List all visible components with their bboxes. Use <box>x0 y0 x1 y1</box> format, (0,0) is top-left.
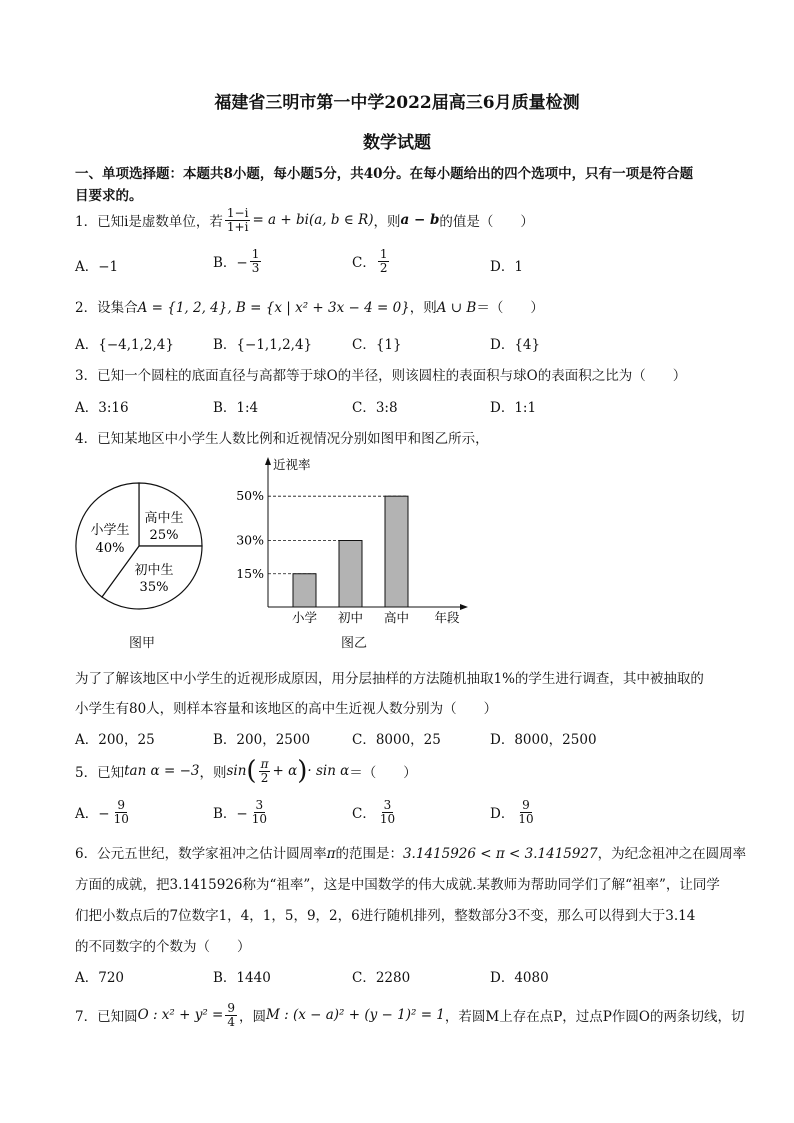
q5-optb-label: B．− <box>213 806 248 823</box>
exam-title: 福建省三明市第一中学2022届高三6月质量检测 <box>214 93 580 113</box>
q5-left-paren: ( <box>246 756 257 786</box>
question-6-line3: 们把小数点后的7位数字1，4，1，5，9，2，6进行随机排列，整数部分3不变，那么可以得到大于3.14 <box>75 908 696 924</box>
question-3-stem: 3．已知一个圆柱的底面直径与高都等于球O的半径，则该圆柱的表面积与球O的表面积之比为（ ） <box>75 368 687 384</box>
q2-sets: A = {1, 2, 4}, B = {x | x² + 3x − 4 = 0} <box>137 300 410 316</box>
q5-option-b <box>213 799 271 825</box>
q1-option-b <box>213 248 263 274</box>
ytick-15: 15% <box>236 565 264 581</box>
q6-option-c: C．2280 <box>352 970 411 986</box>
q6-range: 3.1415926 < π < 3.1415927 <box>402 846 598 862</box>
q5-optb-num: 3 <box>255 798 264 812</box>
q2-option-a: A．{−4,1,2,4} <box>75 337 174 353</box>
pie-value-high: 25% <box>149 528 179 543</box>
q1-optb-num: 1 <box>251 247 260 261</box>
q6-text-b: 的范围是： <box>335 846 403 862</box>
q5-optc-label: C． <box>352 806 376 823</box>
bar-bars <box>293 496 408 607</box>
q5-plus-alpha: + α <box>272 763 298 779</box>
q7-text-a: 7．已知圆 <box>75 1009 138 1026</box>
q5-optb-fraction <box>250 799 269 825</box>
q2-text-a: 2．设集合 <box>75 300 138 316</box>
q3-option-b: B．1:4 <box>213 400 259 416</box>
q5-text-g: ＝（ ） <box>349 765 417 781</box>
section-heading-line1: 一、单项选择题：本题共8小题，每小题5分，共40分。在每小题给出的四个选项中，只有一项是符合题 <box>75 166 694 182</box>
section-heading-line2: 目要求的。 <box>75 188 143 204</box>
q5-frac-den: 2 <box>260 770 269 785</box>
q5-fraction <box>259 758 271 784</box>
bar-小学 <box>293 574 316 607</box>
y-axis-arrow <box>265 457 271 465</box>
q3-option-a: A．3:16 <box>75 400 129 416</box>
bar-初中 <box>339 541 362 608</box>
q5-option-d <box>490 799 538 825</box>
q6-text-a: 6．公元五世纪，数学家祖冲之估计圆周率 <box>75 846 327 862</box>
question-4-text-1: 为了了解该地区中小学生的近视形成原因，用分层抽样的方法随机抽取1%的学生进行调查，其中被抽取的 <box>75 671 704 687</box>
q5-opta-den: 10 <box>113 811 129 826</box>
y-axis-label: 近视率 <box>273 457 311 472</box>
q5-tan: tan α = −3 <box>124 763 200 779</box>
bar-chart <box>225 452 470 627</box>
q4-option-b: B．200，2500 <box>213 732 311 748</box>
pie-chart <box>70 480 220 615</box>
question-4-text-2: 小学生有80人，则样本容量和该地区的高中生近视人数分别为（ ） <box>75 701 498 717</box>
q5-optd-num: 9 <box>522 798 530 812</box>
q2-union: A ∪ B <box>436 300 477 316</box>
q1-optc-den: 2 <box>379 260 388 275</box>
pie-value-primary: 40% <box>95 541 125 556</box>
q2-option-c: C．{1} <box>352 337 402 353</box>
q5-opta-fraction <box>112 799 131 825</box>
q2-option-b: B．{−1,1,2,4} <box>213 337 313 353</box>
q5-text-a: 5．已知 <box>75 765 125 781</box>
pie-label-middle: 初中生 <box>134 563 174 578</box>
q7-text-c: ，圆 <box>239 1009 266 1026</box>
q6-pi: π <box>326 846 336 862</box>
question-7-stem <box>75 1002 744 1028</box>
q6-option-d: D．4080 <box>490 970 549 986</box>
q7-circle-o: O : x² + y² = <box>137 1007 224 1024</box>
q5-optc-num: 3 <box>383 798 392 812</box>
q5-opta-num: 9 <box>117 798 126 812</box>
exam-subtitle: 数学试题 <box>363 133 431 153</box>
ytick-30: 30% <box>236 532 264 548</box>
q4-option-a: A．200，25 <box>75 732 155 748</box>
q2-text-e: ＝（ ） <box>476 300 544 316</box>
q2-text-c: ，则 <box>409 300 437 316</box>
q5-optc-den: 10 <box>379 811 396 826</box>
q5-optb-den: 10 <box>251 811 268 826</box>
q5-right-paren: ) <box>297 756 308 786</box>
q1-optb-den: 3 <box>251 260 260 275</box>
q7-frac-den: 4 <box>227 1014 235 1029</box>
q1-text-e: 的值是（ ） <box>439 214 534 231</box>
x-axis-arrow <box>460 604 468 610</box>
q5-optc-fraction <box>378 799 397 825</box>
q1-text-a: 1．已知i是虚数单位，若 <box>75 214 223 231</box>
q1-option-d: D．1 <box>490 259 523 275</box>
q1-option-c <box>352 248 391 274</box>
q5-text-c: ，则 <box>199 765 227 781</box>
q1-option-c-fraction <box>378 248 390 274</box>
q7-frac-num: 9 <box>227 1001 235 1015</box>
q1-frac-num: 1−i <box>226 206 249 220</box>
q5-opta-label: A．− <box>75 806 110 823</box>
pie-caption: 图甲 <box>129 636 156 651</box>
q5-option-c <box>352 799 399 825</box>
q4-option-d: D．8000，2500 <box>490 732 597 748</box>
question-2-stem <box>75 296 544 316</box>
ytick-50: 50% <box>236 488 264 504</box>
q1-option-b-fraction <box>250 248 262 274</box>
q5-frac-num: π <box>260 756 269 771</box>
q1-optc-num: 1 <box>379 247 388 261</box>
q7-fraction <box>225 1002 237 1028</box>
question-1-stem <box>75 207 534 233</box>
q1-frac-den: 1+i <box>226 219 249 234</box>
question-5-stem <box>75 756 417 786</box>
q1-option-a: A．−1 <box>75 259 119 275</box>
q6-text-d: ，为纪念祖冲之在圆周率 <box>597 846 747 862</box>
q1-fraction <box>225 207 251 233</box>
q1-text-c: ，则 <box>373 214 401 231</box>
bar-xtick-labels <box>292 610 409 625</box>
q5-optd-den: 10 <box>518 811 534 826</box>
q7-circle-m: M : (x − a)² + (y − 1)² = 1 <box>266 1007 445 1024</box>
q5-option-a <box>75 799 133 825</box>
q1-expression: a − b <box>400 212 440 229</box>
q3-option-d: D．1:1 <box>490 400 537 416</box>
q1-option-b-label: B．− <box>213 255 248 272</box>
q5-sin: sin <box>226 763 247 779</box>
q6-option-a: A．720 <box>75 970 125 986</box>
bar-高中 <box>385 496 408 607</box>
pie-value-middle: 35% <box>139 580 169 595</box>
question-6-line2: 方面的成就，把3.1415926称为“祖率”，这是中国数学的伟大成就.某教师为帮助同学们了解“祖率”，让同学 <box>75 877 720 893</box>
question-6-line1 <box>75 842 746 862</box>
xtick-初中: 初中 <box>337 610 364 625</box>
q5-optd-label: D． <box>490 806 515 823</box>
q5-sin-alpha: · sin α <box>307 763 350 779</box>
q3-option-c: C．3:8 <box>352 400 398 416</box>
question-4-stem: 4．已知某地区中小学生人数比例和近视情况分别如图甲和图乙所示， <box>75 431 489 447</box>
q7-text-e: ，若圆M上存在点P，过点P作圆O的两条切线，切 <box>444 1009 745 1026</box>
xtick-小学: 小学 <box>291 610 318 625</box>
q5-optd-fraction <box>516 799 535 825</box>
bar-ytick-labels <box>236 488 264 581</box>
q1-equation: = a + bi(a, b ∈ R) <box>252 212 374 229</box>
pie-label-primary: 小学生 <box>90 523 130 538</box>
q1-option-c-label: C． <box>352 255 376 272</box>
q4-option-c: C．8000，25 <box>352 732 441 748</box>
bar-caption: 图乙 <box>341 636 368 651</box>
q2-option-d: D．{4} <box>490 337 541 353</box>
pie-label-high: 高中生 <box>144 511 184 526</box>
xtick-高中: 高中 <box>383 610 410 625</box>
question-6-line4: 的不同数字的个数为（ ） <box>75 939 251 955</box>
x-axis-label: 年段 <box>434 610 460 625</box>
q6-option-b: B．1440 <box>213 970 271 986</box>
